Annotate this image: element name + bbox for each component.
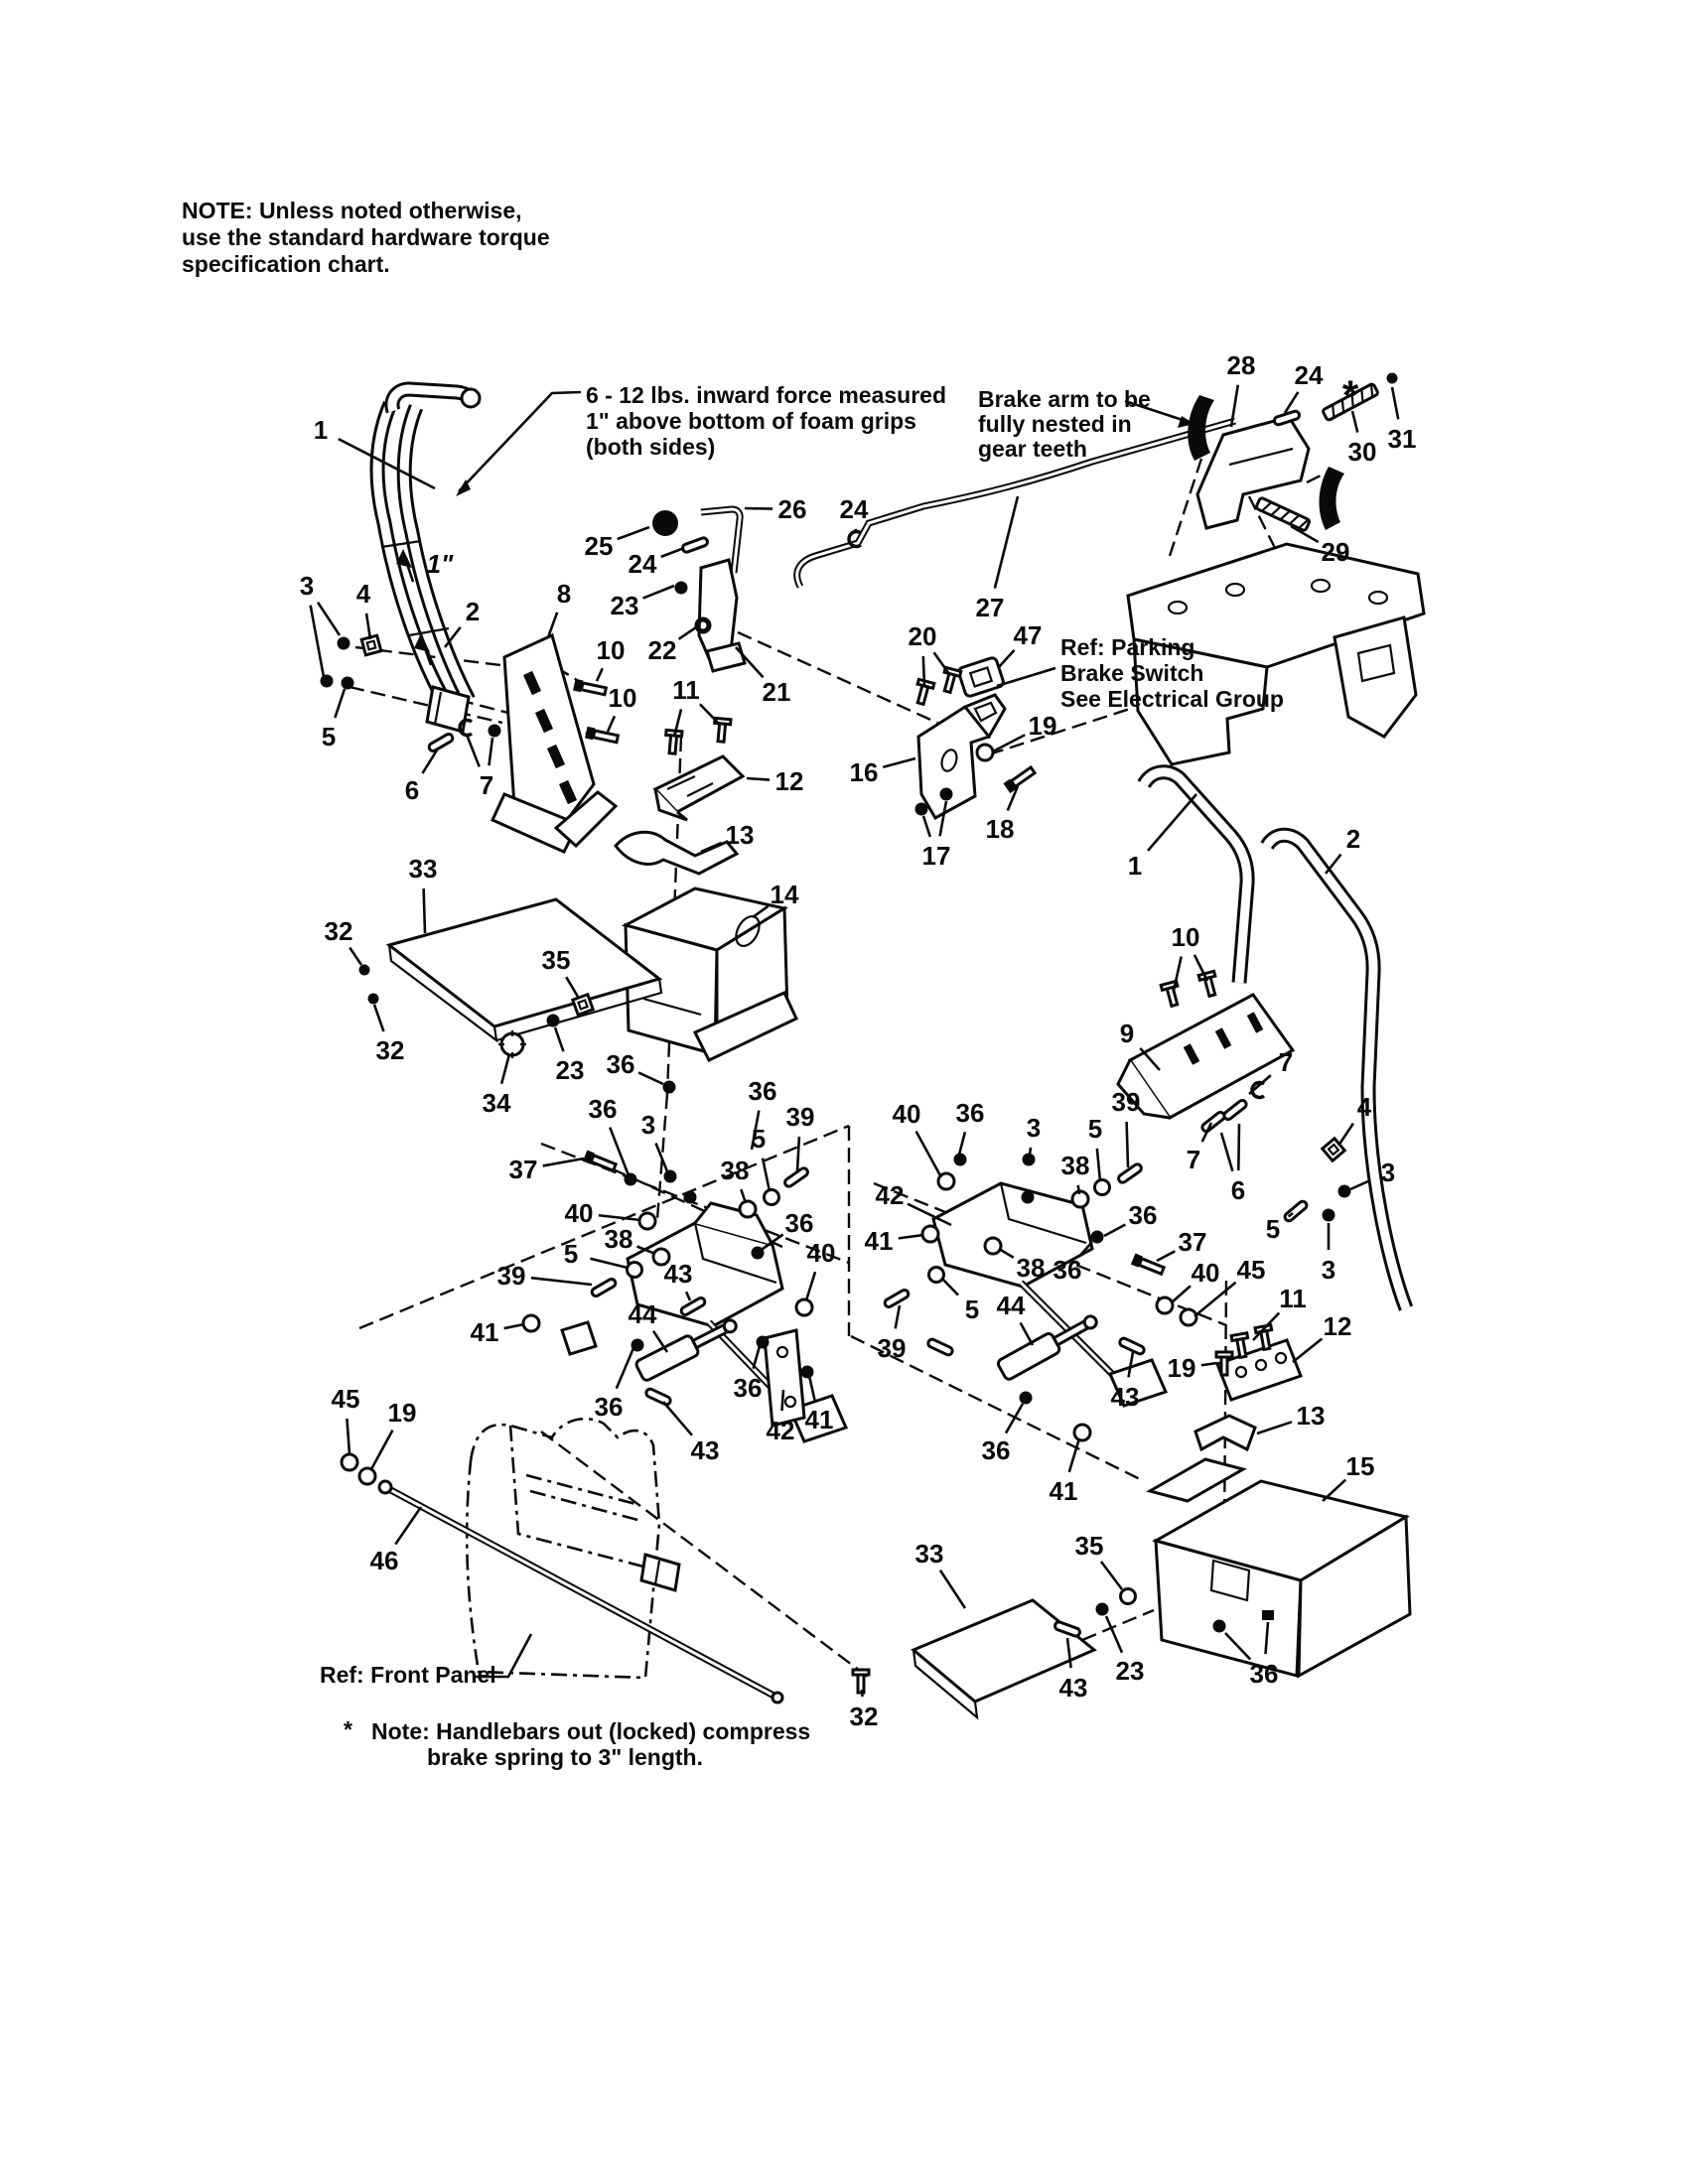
ring-icon	[1121, 1589, 1136, 1604]
part-label-17: 17	[921, 841, 951, 871]
spring-length-note	[344, 1716, 810, 1770]
part-label-10: 10	[608, 683, 637, 713]
latch-plate-9	[1118, 995, 1293, 1118]
part-label-36: 36	[606, 1049, 635, 1079]
force-note-line: 6 - 12 lbs. inward force measured	[586, 382, 947, 408]
leader-line	[1238, 1124, 1239, 1170]
leader-line	[899, 1235, 923, 1238]
leader-line	[916, 1132, 941, 1177]
part-label-46: 46	[369, 1546, 399, 1575]
part-label-5: 5	[1265, 1214, 1281, 1244]
part-label-19: 19	[387, 1398, 417, 1428]
leader-line	[489, 738, 492, 765]
leader-line	[617, 1348, 633, 1389]
leader-line	[318, 603, 340, 635]
leader-line	[1069, 1438, 1079, 1472]
part-label-43: 43	[1110, 1382, 1140, 1412]
washer-icon	[977, 745, 993, 760]
part-label-15: 15	[1345, 1451, 1375, 1481]
part-label-14: 14	[770, 880, 799, 909]
part-label-39: 39	[877, 1333, 907, 1363]
part-label-36: 36	[1052, 1255, 1082, 1285]
leader-line	[643, 586, 674, 599]
leader-line	[350, 948, 361, 965]
leader-line	[862, 1690, 863, 1697]
leader-line	[1101, 1562, 1122, 1589]
part-label-36: 36	[748, 1076, 777, 1106]
part-label-1star: 1"	[426, 549, 454, 579]
part-label-5: 5	[321, 722, 337, 751]
part-label-5: 5	[1087, 1114, 1103, 1144]
part-label-33: 33	[914, 1539, 944, 1569]
leader-line	[763, 1159, 770, 1191]
washer-icon	[922, 1226, 938, 1242]
leader-line	[311, 606, 324, 677]
pin-icon	[645, 1388, 672, 1406]
parking-brake-bracket-16	[918, 657, 1005, 818]
nut-icon	[954, 1154, 967, 1166]
nut-icon	[1338, 1185, 1351, 1198]
leader-line	[1104, 1224, 1125, 1236]
part-label-33: 33	[408, 854, 438, 884]
nut-icon	[342, 677, 354, 690]
washer-icon	[1157, 1297, 1173, 1313]
brake-arm-note-line: fully nested in	[978, 411, 1132, 437]
leader-line	[1097, 1149, 1100, 1181]
part-label-23: 23	[555, 1055, 585, 1085]
washer-icon	[639, 1213, 655, 1229]
part-label-36: 36	[594, 1392, 624, 1422]
part-label-19: 19	[1167, 1353, 1196, 1383]
part-label-45: 45	[331, 1384, 360, 1414]
leader-line	[745, 508, 772, 509]
nut-icon	[1213, 1620, 1226, 1633]
leader-line	[781, 1390, 783, 1411]
plate-12-right	[1217, 1340, 1301, 1400]
part-label-7: 7	[1278, 1047, 1294, 1077]
screwV-icon	[939, 667, 960, 693]
force-note-line: (both sides)	[586, 434, 716, 460]
part-label-35: 35	[1074, 1531, 1104, 1561]
leader-line	[1326, 855, 1341, 874]
part-label-39: 39	[496, 1261, 526, 1291]
plate-12-left	[655, 756, 743, 820]
part-label-31: 31	[1387, 424, 1417, 454]
washer-icon	[796, 1299, 812, 1315]
parking-brake-note-line: Ref: Parking	[1060, 634, 1195, 660]
leader-line	[1021, 1323, 1033, 1345]
leader-line	[371, 1431, 392, 1469]
part-label-26: 26	[777, 494, 807, 524]
leader-line	[1030, 1148, 1031, 1155]
nut-icon	[684, 1191, 697, 1204]
pin-icon	[884, 1289, 911, 1308]
leader-line	[747, 778, 770, 780]
part-label-43: 43	[690, 1435, 720, 1465]
leader-line	[1392, 387, 1398, 419]
part-label-11: 11	[1279, 1284, 1307, 1313]
nut-icon	[1023, 1154, 1036, 1166]
part-label-43: 43	[1058, 1673, 1088, 1703]
nut-icon	[752, 1247, 765, 1260]
part-label-7: 7	[1186, 1145, 1201, 1174]
leader-line	[700, 704, 720, 725]
front-panel-note	[320, 1662, 496, 1688]
part-label-37: 37	[1178, 1227, 1207, 1257]
boltdot-icon	[1387, 373, 1398, 384]
parking-brake-note-line: Brake Switch	[1060, 660, 1204, 686]
leader-line	[374, 1005, 383, 1031]
part-label-29: 29	[1321, 537, 1350, 567]
part-label-11: 11	[672, 675, 700, 705]
leader-line	[940, 1570, 965, 1608]
part-label-36: 36	[733, 1373, 763, 1403]
part-label-27: 27	[975, 593, 1005, 622]
brake-arm-note-line: Brake arm to be	[978, 386, 1151, 412]
nut-icon	[663, 1081, 676, 1094]
part-label-7: 7	[479, 770, 494, 800]
part-label-24: 24	[628, 549, 657, 579]
leader-line	[590, 1259, 628, 1268]
nut-icon	[1091, 1231, 1104, 1244]
part-label-28: 28	[1226, 350, 1256, 380]
washer-icon	[342, 1454, 357, 1470]
part-label-39: 39	[785, 1102, 815, 1132]
nutSq-icon	[1262, 1610, 1274, 1620]
force-note-line: 1" above bottom of foam grips	[586, 408, 916, 434]
part-label-5: 5	[563, 1239, 579, 1269]
pin-icon	[1117, 1162, 1143, 1183]
leader-line	[531, 1278, 592, 1285]
part-label-40: 40	[564, 1198, 594, 1228]
nut-icon	[801, 1366, 814, 1379]
leader-line	[753, 1346, 760, 1369]
part-label-40: 40	[892, 1099, 921, 1129]
leader-line	[923, 816, 930, 837]
washer-icon	[359, 1468, 375, 1484]
ring-icon	[1095, 1180, 1110, 1195]
part-label-2: 2	[465, 597, 481, 626]
leader-line	[597, 668, 603, 681]
part-label-23: 23	[610, 591, 639, 620]
front-panel-note-line: Ref: Front Panel	[320, 1662, 496, 1688]
leader-line	[424, 888, 425, 933]
part-label-3: 3	[299, 571, 315, 601]
pin-icon	[428, 733, 455, 752]
part-label-8: 8	[556, 579, 572, 609]
part-label-41: 41	[470, 1317, 499, 1347]
screwV-icon	[853, 1670, 869, 1693]
part-label-19: 19	[1028, 711, 1057, 741]
leader-line	[934, 652, 949, 674]
washer-icon	[985, 1238, 1001, 1254]
part-label-35: 35	[541, 945, 571, 975]
ring-icon	[628, 1263, 642, 1278]
leader-line	[1172, 1286, 1191, 1302]
leader-line	[1006, 1404, 1023, 1433]
leader-line	[809, 1376, 815, 1400]
part-label-3: 3	[1321, 1255, 1336, 1285]
part-label-10: 10	[596, 635, 626, 665]
part-label-2: 2	[1345, 824, 1361, 854]
leader-line	[423, 749, 438, 773]
part-label-41: 41	[1049, 1476, 1078, 1506]
part-label-16: 16	[849, 757, 879, 787]
part-label-36: 36	[981, 1435, 1011, 1465]
leader-line	[995, 496, 1018, 589]
part-label-44: 44	[996, 1291, 1026, 1320]
washer-icon	[1074, 1425, 1090, 1440]
pin-icon	[927, 1338, 954, 1356]
part-label-32: 32	[849, 1702, 879, 1731]
nut-icon	[915, 803, 928, 816]
leader-line	[339, 439, 435, 488]
leader-line	[1350, 1180, 1370, 1189]
leader-line	[335, 689, 345, 718]
screwV-icon	[1161, 981, 1182, 1007]
part-label-4: 4	[1356, 1092, 1372, 1122]
parking-brake-note-line: See Electrical Group	[1060, 686, 1284, 712]
nut-icon	[664, 1170, 677, 1183]
part-label-38: 38	[720, 1156, 750, 1185]
part-label-20: 20	[908, 621, 937, 651]
nut-icon	[675, 582, 688, 595]
part-label-12: 12	[774, 766, 804, 796]
leader-line	[366, 614, 370, 639]
washer-icon	[740, 1201, 756, 1217]
part-label-39: 39	[1111, 1087, 1141, 1117]
leader-line	[1257, 1422, 1292, 1433]
leader-line	[504, 1324, 524, 1328]
washer-icon	[1181, 1309, 1196, 1325]
pin-icon	[1273, 410, 1300, 426]
boltdot-icon	[368, 994, 379, 1005]
part-label-44: 44	[628, 1299, 657, 1329]
part-label-1: 1	[1127, 851, 1143, 881]
part-label-42: 42	[766, 1416, 795, 1445]
nut-icon	[338, 637, 351, 650]
torque-note-line: specification chart.	[182, 251, 390, 277]
nut-icon	[625, 1173, 637, 1186]
leader-line	[806, 1272, 815, 1300]
nut-icon	[1096, 1603, 1109, 1616]
leader-line	[797, 1137, 799, 1171]
part-label-13: 13	[1296, 1401, 1326, 1431]
latch-bracket-21	[699, 509, 745, 671]
leader-line	[1148, 794, 1196, 851]
boltH-icon	[583, 1150, 617, 1172]
part-label-36: 36	[1249, 1659, 1279, 1689]
leader-line	[1127, 1122, 1128, 1167]
part-label-36: 36	[784, 1208, 814, 1238]
part-label-1: 1	[313, 415, 329, 445]
part-label-32: 32	[324, 916, 353, 946]
leader-line	[1157, 1251, 1175, 1261]
boltdot-icon	[359, 965, 370, 976]
leader-line	[896, 1305, 900, 1328]
part-label-34: 34	[482, 1088, 511, 1118]
part-label-13: 13	[725, 820, 755, 850]
pin-icon	[591, 1278, 618, 1297]
leader-line	[543, 1159, 584, 1165]
asterisk-mark: *	[344, 1716, 352, 1742]
part-label-40: 40	[1191, 1258, 1220, 1288]
leader-line	[599, 1215, 640, 1220]
leader-line	[618, 527, 649, 539]
leader-line	[501, 1054, 509, 1084]
boltH-icon	[585, 727, 619, 745]
torque-note-line: use the standard hardware torque	[182, 224, 550, 250]
leader-line	[1221, 1133, 1232, 1171]
washer-icon	[523, 1315, 539, 1331]
nut-icon	[321, 675, 334, 688]
leader-line	[999, 650, 1015, 667]
part-label-18: 18	[985, 814, 1015, 844]
part-label-10: 10	[1171, 922, 1200, 952]
part-label-24: 24	[839, 494, 869, 524]
boltH-icon	[1131, 1253, 1165, 1276]
leader-line	[1338, 1124, 1353, 1146]
part-label-6: 6	[404, 775, 420, 805]
leader-line	[661, 548, 684, 557]
cover-plate-33-left	[389, 899, 661, 1040]
brake-box-15	[1150, 1459, 1410, 1676]
part-label-38: 38	[1016, 1253, 1046, 1283]
pin-icon	[1200, 1111, 1225, 1133]
leader-line	[942, 1279, 958, 1296]
nut-icon	[1022, 1191, 1035, 1204]
part-label-23: 23	[1115, 1656, 1145, 1686]
part-label-36: 36	[1128, 1200, 1158, 1230]
part-label-41: 41	[804, 1405, 834, 1434]
spring-length-note-line: brake spring to 3" length.	[427, 1744, 703, 1770]
leader-line	[1293, 1338, 1322, 1362]
part-label-5: 5	[751, 1124, 767, 1154]
leader-line	[679, 627, 696, 639]
pin-icon	[1283, 1200, 1308, 1223]
boltH-icon	[1003, 765, 1036, 793]
part-label-45: 45	[1236, 1255, 1266, 1285]
nut-icon	[757, 1336, 770, 1349]
part-label-5: 5	[964, 1295, 980, 1324]
leader-line	[1201, 1363, 1217, 1365]
parking-brake-switch-47	[957, 657, 1004, 698]
nut-icon	[547, 1015, 560, 1027]
leader-line	[347, 1419, 350, 1454]
part-label-38: 38	[604, 1224, 633, 1254]
part-label-21: 21	[762, 677, 791, 707]
part-label-41: 41	[864, 1226, 894, 1256]
part-label-24: 24	[1294, 360, 1324, 390]
spring-length-note-line: Note: Handlebars out (locked) compress	[371, 1718, 811, 1744]
part-label-9: 9	[1119, 1019, 1135, 1048]
leader-line	[959, 1132, 965, 1155]
part-label-4: 4	[355, 579, 371, 609]
part-label-42: 42	[875, 1180, 905, 1210]
pin-icon	[1222, 1099, 1247, 1121]
ring-icon	[765, 1190, 779, 1205]
leader-line	[1106, 1616, 1122, 1653]
torque-note-line: NOTE: Unless noted otherwise,	[182, 198, 522, 223]
leader-line	[1078, 1185, 1079, 1194]
part-label-30: 30	[1347, 437, 1377, 467]
brake-arm-note-line: gear teeth	[978, 436, 1087, 462]
pin-icon	[681, 537, 708, 553]
part-label-25: 25	[584, 531, 614, 561]
part-label-38: 38	[1060, 1151, 1090, 1180]
spacer-icon	[573, 995, 594, 1016]
knob-icon	[652, 510, 678, 536]
part-label-22: 22	[647, 635, 677, 665]
leader-line	[883, 758, 915, 767]
part-label-36: 36	[955, 1098, 985, 1128]
nut-icon	[940, 788, 953, 801]
screwV-icon	[1198, 971, 1219, 997]
nut-icon	[1323, 1209, 1335, 1222]
boltH-icon	[573, 679, 607, 697]
leader-line	[663, 1402, 692, 1435]
force-note	[586, 382, 946, 460]
part-label-3: 3	[640, 1110, 656, 1140]
part-label-star: *	[1341, 371, 1359, 419]
part-label-3: 3	[1026, 1113, 1042, 1143]
knob34-icon	[498, 1030, 526, 1058]
leader-line	[923, 656, 924, 686]
leader-line	[467, 735, 480, 766]
part-label-12: 12	[1323, 1311, 1352, 1341]
part-label-6: 6	[1230, 1175, 1246, 1205]
nut-icon	[1020, 1392, 1033, 1405]
leader-line	[608, 716, 615, 732]
part-label-37: 37	[508, 1155, 538, 1184]
bracket-8	[492, 635, 616, 852]
part-label-40: 40	[806, 1238, 836, 1268]
nut-icon	[489, 725, 501, 738]
leader-line	[638, 1072, 663, 1084]
leader-line	[555, 1027, 563, 1051]
part-label-36: 36	[588, 1094, 618, 1124]
ring-icon	[929, 1268, 944, 1283]
part-label-43: 43	[663, 1259, 693, 1289]
part-label-3: 3	[1380, 1158, 1396, 1187]
part-label-47: 47	[1013, 620, 1043, 650]
leader-line	[395, 1507, 421, 1545]
torque-note	[182, 198, 550, 277]
part-label-32: 32	[375, 1035, 405, 1065]
